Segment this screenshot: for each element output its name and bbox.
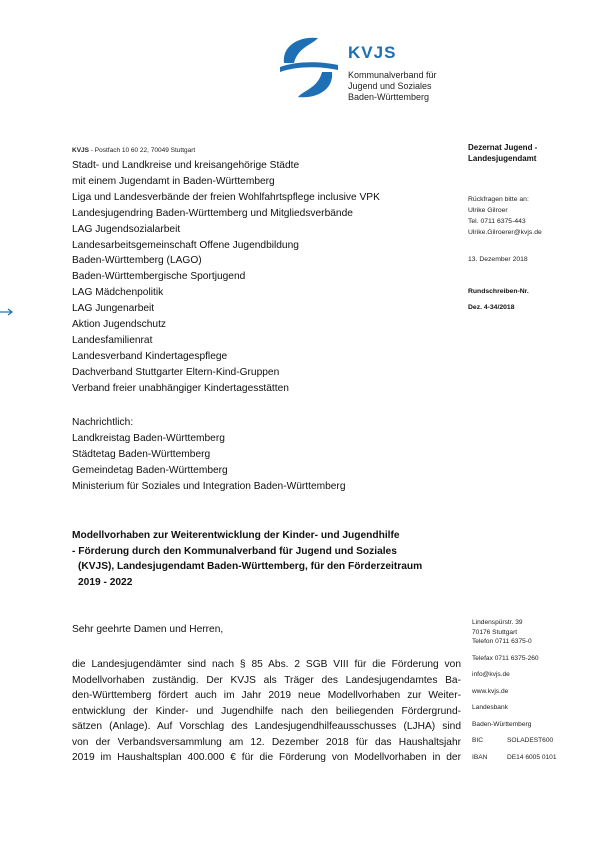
recipient-line: LAG Jugendsozialarbeit (72, 223, 181, 235)
recipient-line: Verband freier unabhängiger Kindertagesstätten (72, 382, 289, 394)
footer-bank-line: Landesbank (472, 704, 508, 711)
contact-name: Ulrike Gilroer (468, 207, 508, 214)
logo-name-line: Kommunalverband für (348, 70, 437, 80)
footer-city: 70176 Stuttgart (472, 628, 518, 636)
iban-label: IBAN (472, 753, 488, 761)
contact-email[interactable]: Ulrike.Gilroerer@kvjs.de (468, 229, 542, 236)
salutation: Sehr geehrte Damen und Herren, (72, 624, 224, 635)
cc-line: Gemeindetag Baden-Württemberg (72, 464, 228, 476)
circular-number: Dez. 4-34/2018 (468, 304, 515, 311)
recipient-line: Liga und Landesverbände der freien Wohlfahrtspflege inclusive VPK (72, 191, 380, 203)
recipient-line: Aktion Jugendschutz (72, 319, 167, 331)
body-line: den-Württemberg fördert auch im Jahr 2019 neue Modellvorhaben zur Weiter- (72, 690, 461, 701)
cc-line: Städtetag Baden-Württemberg (72, 448, 211, 460)
iban-value: DE14 6005 0101 (507, 753, 557, 761)
logo-abbreviation: KVJS (348, 43, 397, 62)
recipient-line: mit einem Jugendamt in Baden-Württemberg (72, 175, 275, 187)
department-line: Dezernat Jugend - (468, 143, 538, 152)
recipient-line: Landesverband Kindertagespflege (72, 350, 228, 362)
kvjs-logo (276, 33, 466, 108)
sender-return-address (72, 147, 195, 154)
contact-block (468, 194, 542, 238)
recipient-line: Landesfamilienrat (72, 334, 153, 346)
contact-phone: Tel. 0711 6375-443 (468, 218, 526, 225)
logo-name-line: Baden-Württemberg (348, 92, 430, 102)
body-line: von der Verbandsversammlung am 12. Dezember 2018 für das Haushaltsjahr (72, 736, 461, 748)
address-footer (472, 618, 557, 762)
recipient-list (72, 158, 380, 397)
cc-label: Nachrichtlich: (72, 417, 134, 428)
recipient-line: Landesarbeitsgemeinschaft Offene Jugendbildung (72, 239, 299, 251)
footer-iban (472, 753, 557, 763)
body-line: 2019 im Haushaltsplan 400.000 € für die Förderung von Modellvorhaben in der (72, 752, 461, 763)
sender-org: KVJS (72, 147, 89, 154)
body-line: entwicklung der Kinder- und Jugendhilfe nach den beiliegenden Fördergrund- (72, 705, 461, 717)
subject-line: (KVJS), Landesjugendamt Baden-Württemberg, für den Förderzeitraum (78, 561, 423, 572)
body-line: Modellvorhaben zuständig. Der KVJS als Träger des Landesjugendamtes Ba- (72, 674, 461, 686)
cc-line: Landkreistag Baden-Württemberg (72, 432, 225, 444)
recipient-line: LAG Jungenarbeit (72, 303, 155, 315)
cc-list (72, 415, 346, 495)
logo-name-line: Jugend und Soziales (348, 81, 432, 91)
subject-line: Modellvorhaben zur Weiterentwicklung der Kinder- und Jugendhilfe (72, 530, 400, 541)
footer-street: Lindenspürstr. 39 (472, 619, 523, 626)
footer-bank-line: Baden-Württemberg (472, 720, 532, 728)
recipient-line: Dachverband Stuttgarter Eltern-Kind-Gruppen (72, 366, 280, 378)
circular-number-label: Rundschreiben-Nr. (468, 288, 529, 295)
recipient-line: Landesjugendring Baden-Württemberg und Mitgliedsverbände (72, 207, 353, 219)
recipient-line: Baden-Württemberg (LAGO) (72, 255, 202, 267)
footer-phone: Telefon 0711 6375-0 (472, 638, 532, 645)
letter-subject (72, 528, 422, 590)
body-line: sätzen (Anlage). Auf Vorschlag des Landesjugendhilfeausschusses (LJHA) sind (72, 721, 461, 732)
footer-web[interactable]: www.kvjs.de (472, 687, 509, 695)
footer-email[interactable]: info@kvjs.de (472, 671, 510, 678)
cc-line: Ministerium für Soziales und Integration Baden-Württemberg (72, 480, 346, 492)
bic-value: SOLADEST600 (507, 737, 554, 744)
letter-body (72, 657, 461, 766)
footer-bic (472, 736, 557, 746)
department-line: Landesjugendamt (468, 154, 537, 163)
contact-label: Rückfragen bitte an: (468, 196, 529, 203)
recipient-line: Baden-Württembergische Sportjugend (72, 271, 246, 283)
bic-label: BIC (472, 737, 483, 744)
subject-line: 2019 - 2022 (78, 576, 133, 588)
sender-address: - Postfach 10 60 22, 70049 Stuttgart (88, 147, 196, 154)
body-line: die Landesjugendämter sind nach § 85 Abs. 2 SGB VIII für die Förderung von (72, 659, 461, 670)
recipient-line: LAG Mädchenpolitik (72, 287, 164, 299)
logo-organization-name (348, 70, 466, 103)
letter-date: 13. Dezember 2018 (468, 256, 528, 263)
department-heading (468, 142, 537, 164)
fold-mark-arrow-icon (0, 308, 14, 316)
recipient-line: Stadt- und Landkreise und kreisangehörige Städte (72, 160, 300, 171)
footer-fax: Telefax 0711 6375-260 (472, 654, 539, 662)
kvjs-logo-icon (276, 33, 340, 101)
subject-line: - Förderung durch den Kommunalverband für Jugend und Soziales (72, 545, 397, 557)
